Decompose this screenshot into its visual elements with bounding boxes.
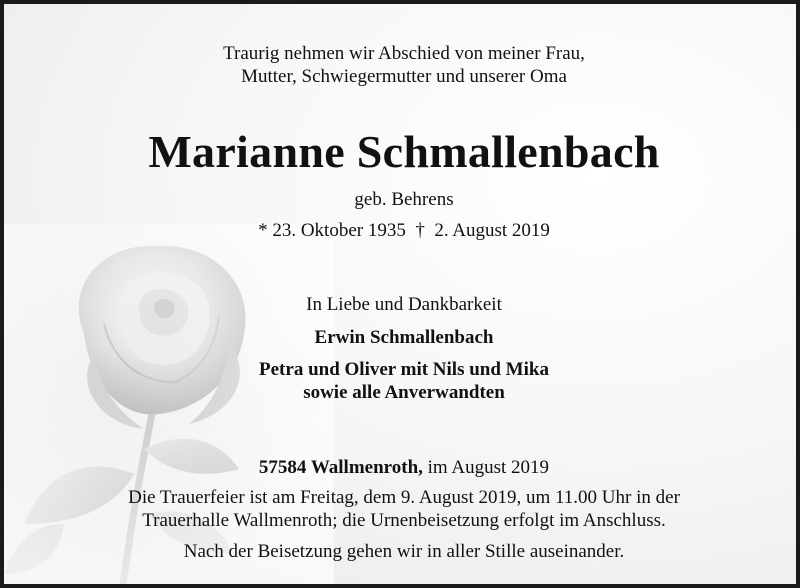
place-name: 57584 Wallmenroth,	[258, 457, 423, 478]
mourner-family-line-1: Petra und Oliver mit Nils und Mika	[259, 359, 549, 380]
intro-line-1: Traurig nehmen wir Abschied von meiner Frau,	[223, 43, 585, 64]
life-dates: * 23. Oktober 1935 † 2. August 2019	[258, 220, 550, 241]
place-date-text: im August 2019	[422, 457, 550, 478]
intro-line-2: Mutter, Schwiegermutter und unserer Oma	[241, 66, 567, 87]
mourner-name: Erwin Schmallenbach	[314, 327, 494, 348]
funeral-info	[4, 486, 800, 532]
funeral-line-2: Trauerhalle Wallmenroth; die Urnenbeisetzung erfolgt im Anschluss.	[142, 510, 666, 531]
mourner-family	[4, 358, 800, 404]
dedication: In Liebe und Dankbarkeit	[306, 294, 502, 315]
deceased-name: Marianne Schmallenbach	[148, 126, 660, 177]
closing-text: Nach der Beisetzung gehen wir in aller Stille auseinander.	[183, 541, 625, 562]
intro-text	[4, 42, 800, 88]
rose-illustration	[4, 224, 334, 588]
place-date	[4, 457, 800, 479]
funeral-line-1: Die Trauerfeier ist am Freitag, dem 9. August 2019, um 11.00 Uhr in der	[128, 487, 680, 508]
mourner-family-line-2: sowie alle Anverwandten	[303, 382, 505, 403]
birth-name: geb. Behrens	[354, 189, 454, 210]
